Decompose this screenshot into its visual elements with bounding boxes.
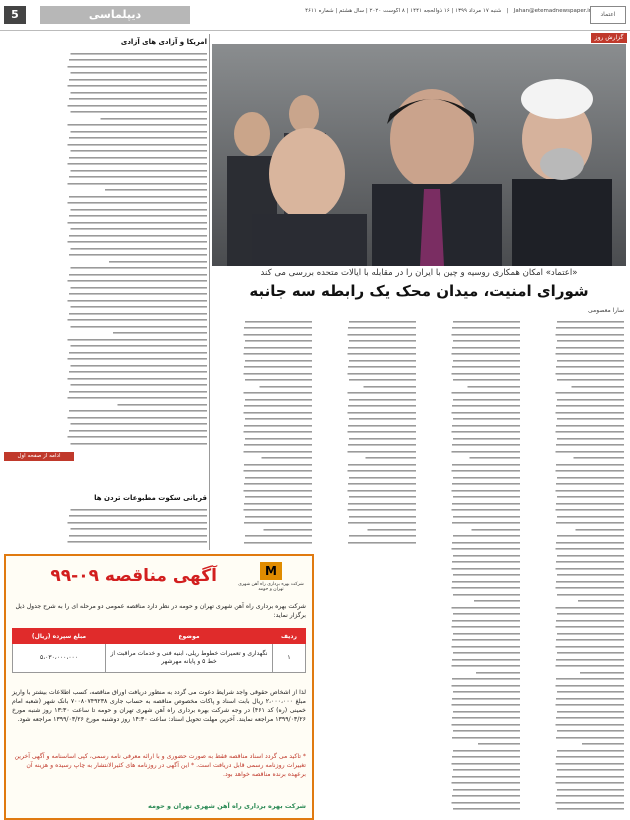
ad-logo-caption: شرکت بهره برداری راه آهن شهری تهران و حومه [238,582,304,592]
column-divider [209,34,210,550]
ad-body: لذا از اشخاص حقوقی واجد شرایط دعوت می گردد به منظور دریافت اوراق مناقصه، کسب اطلاعات بیشتر با واریز مبلغ ۲،۰۰۰،۰۰۰ ریال بابت اسناد و پاکات مخصوص مناقصه به حساب جاری ۷۰۰۸۰۷۴۹۲۳۸ بانک شهر (شعبه امام خمینی (ره) کد ۴۶۱) در وجه شرکت بهره برداری راه آهن شهری تهران و حومه تا ساعت ۱۳:۳۰ روز شنبه مورخ ۱۳۹۹/۰۳/۲۶ مراجعه نمایند. آخرین مهلت تحویل اسناد: ساعت ۱۴:۳۰ روز دوشنبه مورخ ۱۳۹۹/۰۳/۲۶ مراجعه شود. [12,689,306,723]
metro-logo-icon: M [260,562,282,580]
col-header-subject: موضوع [106,629,273,644]
photo-illustration [212,44,626,266]
cell-subject: نگهداری و تعمیرات خطوط ریلی، ابنیه فنی و خدمات مراقبت از خط ۵ و پایانه مهرشهر [106,644,273,673]
ad-footer: شرکت بهره برداری راه آهن شهری تهران و حومه [148,802,306,810]
website[interactable]: Jahan@etemadnewspaper.ir [513,8,591,14]
text-line [528,806,624,813]
main-photo [212,44,626,266]
text-line [319,539,416,546]
ad-title: آگهی مناقصه ۰۹-۹۹ [50,566,217,586]
text-line [215,539,312,546]
ad-logo [236,562,306,596]
col-header-deposit: مبلغ سپرده (ریال) [13,629,106,644]
section-title: دیپلماسی [40,6,190,24]
continue-tag: ادامه از صفحه اول [4,452,74,461]
report-tag: گزارش روز [591,33,627,43]
left-column-text-2 [4,506,207,550]
cell-deposit: ۵،۰۳۰،۰۰۰،۰۰۰ [13,644,106,673]
article-kicker: «اعتماد» امکان همکاری روسیه و چین با ایران را در مقابله با ایالات متحده بررسی می کند [260,268,578,278]
ad-table-header [13,629,306,644]
ad-table [12,628,306,673]
tender-ad [4,554,314,820]
article-column-2 [420,318,520,815]
text-line [12,440,207,447]
article-byline: سارا معصومی [588,307,624,314]
article-column-mid [212,318,312,548]
article-column-1 [524,318,624,815]
newspaper-logo: اعتماد [590,6,626,24]
col-header-row: ردیف [273,629,306,644]
cell-row-number: ۱ [273,644,306,673]
page-number: 5 [4,6,26,24]
text-line [424,806,520,813]
table-row [13,644,306,673]
left-column-headline: امریکا و آزادی های آزادی [120,38,207,46]
left-column-subhead: قربانی سکوت مطبوعات تردن ها [94,494,207,502]
issue-info: Jahan@etemadnewspaper.ir | شنبه ۱۷ مرداد ۱۳۹۹ | ۱۶ ذوالحجه ۱۴۴۱ | ۸ آگوست ۲۰۲۰ | سال هشتم | شماره ۴۶۱۱ [305,8,591,14]
issue-date: شنبه ۱۷ مرداد ۱۳۹۹ | ۱۶ ذوالحجه ۱۴۴۱ | ۸ آگوست ۲۰۲۰ | سال هشتم | شماره ۴۶۱۱ [305,8,502,14]
text-line [8,539,207,546]
ad-notes: * تاکید می گردد اسناد مناقصه فقط به صورت حضوری و با ارائه معرفی نامه رسمی، کپی اساسنامه و آگهی آخرین تغییرات روزنامه رسمی قابل دریافت است. * این آگهی در روزنامه های کثیرالانتشار به چاپ رسیده و هزینه آن برعهده برنده مناقصه خواهد بود. [14,753,306,778]
ad-intro: شرکت بهره برداری راه آهن شهری تهران و حومه در نظر دارد مناقصه عمومی دو مرحله ای را به شرح جدول ذیل برگزار نماید: [15,603,306,619]
left-column-text [4,50,207,450]
article-column-3 [316,318,416,548]
page-header [0,0,630,31]
article-headline: شورای امنیت، میدان محک یک رابطه سه جانبه [249,282,589,300]
